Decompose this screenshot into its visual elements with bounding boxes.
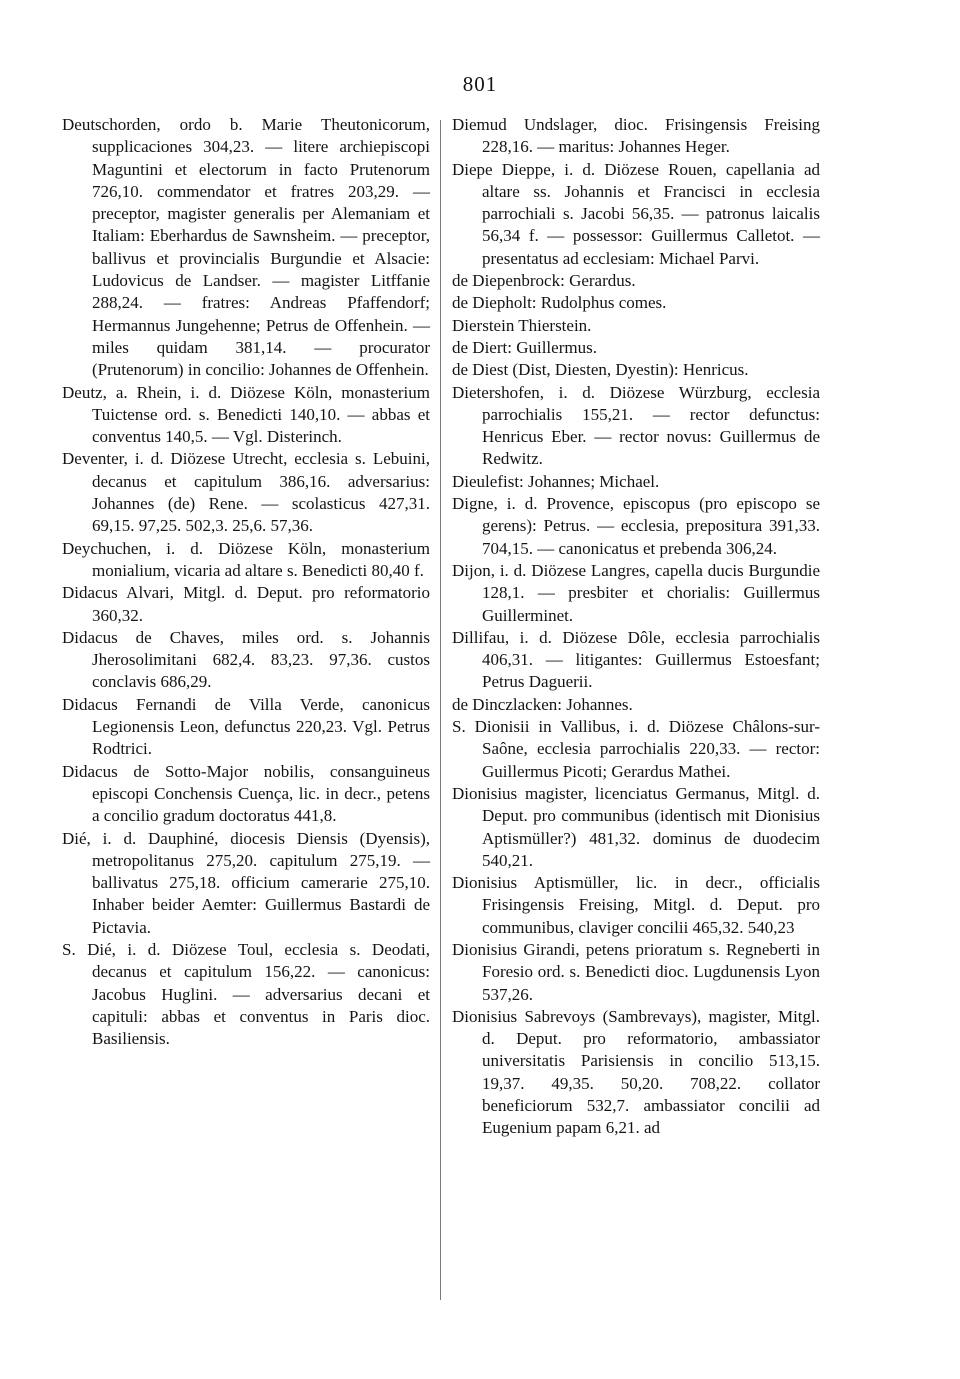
index-entry xyxy=(452,471,820,493)
index-entry xyxy=(452,939,820,1006)
entry-text: Deventer, i. d. Diözese Utrecht, ecclesia s. Lebuini, decanus et capitulum 386,16. adversarius: Johannes (de) Rene. — scolasticus 427,31. 69,15. 97,25. 502,3. 25,6. 57,36. xyxy=(62,449,430,536)
entry-text: Didacus Alvari, Mitgl. d. Deput. pro reformatorio 360,32. xyxy=(62,583,430,625)
index-entry xyxy=(62,761,430,828)
index-entry xyxy=(452,783,820,872)
entry-text: Deychuchen, i. d. Diözese Köln, monasterium monialium, vicaria ad altare s. Benedicti 80,40 f. xyxy=(62,538,430,580)
index-entry xyxy=(62,627,430,694)
entry-text: Dionisius Sabrevoys (Sambrevays), magister, Mitgl. d. Deput. pro reformatorio, ambassiator universitatis Parisiensis in concilio 513,15. 19,37. 49,35. 50,20. 708,22. collator beneficiorum 532,7. ambassiator concilii ad Eugenium papam 6,21. ad xyxy=(452,1006,820,1138)
index-entry xyxy=(452,270,820,292)
left-column xyxy=(62,114,430,1050)
page-number: 801 xyxy=(462,72,498,96)
entry-text: Deutschorden, ordo b. Marie Theutonicorum, supplicaciones 304,23. — litere archiepiscopi Maguntini et electorum in facto Prutenorum 726,10. commendator et fratres 203,29. — preceptor, magister generalis per Alemaniam et Italiam: Eberhardus de Sawnsheim. — preceptor, ballivus et provincialis Burgundie et Alsacie: Ludovicus de Landser. — magister Litffanie 288,24. — fratres: Andreas Pfaffendorf; Hermannus Jungehenne; Petrus de Offenhein. — miles quidam 381,14. — procurator (Prutenorum) in concilio: Johannes de Offenhein. xyxy=(62,115,430,380)
entry-text: Dietershofen, i. d. Diözese Würzburg, ecclesia parrochialis 155,21. — rector defunctus: Henricus Eber. — rector novus: Guillermus de Redwitz. xyxy=(452,382,820,469)
right-column xyxy=(452,114,820,1140)
entry-text: Dillifau, i. d. Diözese Dôle, ecclesia parrochialis 406,31. — litigantes: Guillermus Estoesfant; Petrus Daguerii. xyxy=(452,627,820,692)
index-entry xyxy=(452,493,820,560)
entry-text: Digne, i. d. Provence, episcopus (pro episcopo se gerens): Petrus. — ecclesia, prepositura 391,33. 704,15. — canonicatus et prebenda 306,24. xyxy=(452,494,820,558)
entry-text: Diemud Undslager, dioc. Frisingensis Freising 228,16. — maritus: Johannes Heger. xyxy=(452,115,820,157)
entry-text: Dionisius Girandi, petens prioratum s. Regneberti in Foresio ord. s. Benedicti dioc. Lugdunensis Lyon 537,26. xyxy=(452,939,820,1004)
index-entry xyxy=(62,538,430,583)
index-entry xyxy=(62,382,430,449)
column-divider xyxy=(440,120,441,1300)
index-entry xyxy=(452,359,820,381)
index-entry xyxy=(62,694,430,761)
index-entry xyxy=(62,939,430,1050)
index-entry xyxy=(452,337,820,359)
entry-text: Dionisius Aptismüller, lic. in decr., officialis Frisingensis Freising, Mitgl. d. Deput. pro communibus, claviger concilii 465,32. 540,23 xyxy=(452,873,820,937)
index-entry xyxy=(452,560,820,627)
index-entry xyxy=(62,582,430,627)
entry-text: de Diepholt: Rudolphus comes. xyxy=(452,293,667,313)
entry-text: Dijon, i. d. Diözese Langres, capella ducis Burgundie 128,1. — presbiter et chorialis: Guillermus Guillerminet. xyxy=(452,560,820,625)
index-entry xyxy=(452,1006,820,1140)
index-entry xyxy=(452,872,820,939)
entry-text: Didacus Fernandi de Villa Verde, canonicus Legionensis Leon, defunctus 220,23. Vgl. Petrus Rodtrici. xyxy=(62,694,430,759)
entry-text: de Diepenbrock: Gerardus. xyxy=(452,271,636,291)
entry-text: S. Dionisii in Vallibus, i. d. Diözese Châlons-sur-Saône, ecclesia parrochialis 220,33. — rector: Guillermus Picoti; Gerardus Mathei. xyxy=(452,717,820,781)
index-entry xyxy=(452,627,820,694)
index-entry xyxy=(452,382,820,471)
entry-text: de Diest (Dist, Diesten, Dyestin): Henricus. xyxy=(452,360,749,380)
entry-text: Dié, i. d. Dauphiné, diocesis Diensis (Dyensis), metropolitanus 275,20. capitulum 275,19. — ballivatus 275,18. officium camerarie 275,10. Inhaber beider Aemter: Guillermus Bastardi de Pictavia. xyxy=(62,828,430,937)
entry-text: de Diert: Guillermus. xyxy=(452,337,597,357)
index-entry xyxy=(62,114,430,382)
index-entry xyxy=(452,694,820,716)
entry-text: Didacus de Sotto-Major nobilis, consanguineus episcopi Conchensis Cuença, lic. in decr., petens a concilio gradum doctoratus 441,8. xyxy=(62,761,430,826)
index-entry xyxy=(452,114,820,159)
entry-text: S. Dié, i. d. Diözese Toul, ecclesia s. Deodati, decanus et capitulum 156,22. — canonicus: Jacobus Huglini. — adversarius decani et capituli: abbas et conventus in Paris dioc. Basiliensis. xyxy=(62,939,430,1049)
index-entry xyxy=(62,828,430,939)
entry-text: Dierstein Thierstein. xyxy=(452,315,592,335)
index-entry xyxy=(62,448,430,537)
entry-text: Dionisius magister, licenciatus Germanus, Mitgl. d. Deput. pro communibus (identisch mit Dionisius Aptismüller?) 481,32. dominus de duodecim 540,21. xyxy=(452,783,820,870)
entry-text: Didacus de Chaves, miles ord. s. Johannis Jherosolimitani 682,4. 83,23. 97,36. custos conclavis 686,29. xyxy=(62,627,430,692)
index-entry xyxy=(452,159,820,270)
entry-text: de Dinczlacken: Johannes. xyxy=(452,694,633,714)
index-entry xyxy=(452,292,820,314)
entry-text: Dieulefist: Johannes; Michael. xyxy=(452,471,660,491)
entry-text: Diepe Dieppe, i. d. Diözese Rouen, capellania ad altare ss. Johannis et Francisci in ecclesia parrochiali s. Jacobi 56,35. — patronus laicalis 56,34 f. — possessor: Guillermus Calletot. — presentatus ad ecclesiam: Michael Parvi. xyxy=(452,159,820,268)
entry-text: Deutz, a. Rhein, i. d. Diözese Köln, monasterium Tuictense ord. s. Benedicti 140,10. — abbas et conventus 140,5. — Vgl. Disterinch. xyxy=(62,382,430,447)
index-entry xyxy=(452,315,820,337)
index-entry xyxy=(452,716,820,783)
